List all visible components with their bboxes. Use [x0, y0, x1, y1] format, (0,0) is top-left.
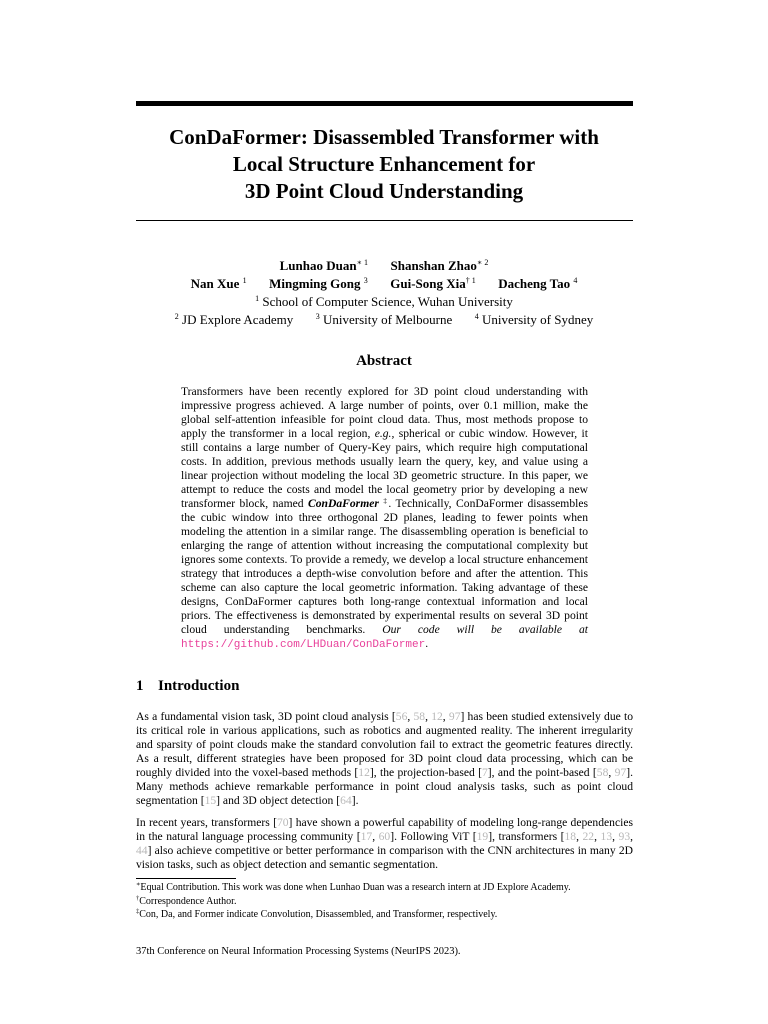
abstract-end: . — [425, 637, 429, 650]
abstract-text: spherical or cubic window. However, it still contains a large number of Query-Key pairs, which require high computational costs. In addition, previous methods usually learn the query, key, and value using a linear projection without modeling the local 3D geometric structure. In this paper, we attempt to reduce the costs and model the local geometry prior by developing a new transformer block, named — [181, 427, 588, 510]
paragraph-text: , — [407, 710, 414, 723]
paragraph-text: , — [608, 766, 615, 779]
affiliation-mark: 1 — [255, 294, 260, 303]
citation-link[interactable]: 64 — [340, 794, 352, 807]
paragraph-text: ]. Many methods achieve remarkable performance in point cloud analysis tasks, such as point cloud segmentation [ — [136, 766, 633, 807]
paragraph-text: , — [442, 710, 449, 723]
author-name: Mingming Gong — [269, 276, 361, 291]
title-line: 3D Point Cloud Understanding — [244, 179, 524, 203]
citation-link[interactable]: 56 — [395, 710, 408, 723]
code-note: Our code will be available at — [382, 623, 588, 636]
section-title: Introduction — [158, 678, 240, 694]
title-line: Local Structure Enhancement for — [232, 152, 536, 176]
affiliation-mark: 3 — [315, 312, 320, 321]
citation-link[interactable]: 97 — [614, 766, 627, 779]
paragraph-text: In recent years, transformers [ — [136, 816, 277, 829]
author-mark: 3 — [363, 276, 368, 285]
paragraph-text: , — [594, 830, 601, 843]
citation-link[interactable]: 15 — [204, 794, 217, 807]
author-mark: ∗ 2 — [476, 258, 489, 267]
footnote-text: Con, Da, and Former indicate Convolution, Disassembled, and Transformer, respectively. — [139, 909, 498, 920]
citation-link[interactable]: 70 — [276, 816, 289, 829]
section-heading — [136, 678, 239, 695]
paragraph-text: ]. — [351, 794, 359, 807]
abstract-eg: e.g., — [374, 427, 395, 440]
author-row — [100, 257, 668, 275]
author-mark: 4 — [573, 276, 578, 285]
author-name: Gui-Song Xia — [390, 276, 466, 291]
title-line: ConDaFormer: Disassembled Transformer with — [169, 125, 599, 149]
title-top-rule — [136, 101, 633, 106]
author-name: Shanshan Zhao — [390, 258, 477, 273]
paragraph-text: ]. Following ViT [ — [390, 830, 477, 843]
author-mark: 1 — [242, 276, 247, 285]
paragraph-text: , — [576, 830, 583, 843]
paragraph-text: ] also achieve competitive or better performance in comparison with the CNN architectures in many 2D vision tasks, such as object detection and semantic segmentation. — [136, 844, 633, 871]
model-name: ConDaFormer — [308, 497, 379, 510]
footnote-rule — [136, 878, 236, 879]
footnote-mark: ∗ — [136, 881, 141, 888]
author-block — [100, 257, 668, 329]
citation-link[interactable]: 93 — [618, 830, 631, 843]
citation-link[interactable]: 17 — [360, 830, 373, 843]
author-row — [100, 275, 668, 293]
paper-title — [100, 124, 668, 205]
abstract-text: Transformers have been recently explored for 3D point cloud understanding with impressive progress achieved. A large number of points, over 0.1 million, make the global self-attention infeasible for point cloud data. Thus, most methods propose to apply the transformer in a local region, — [181, 385, 588, 440]
paragraph-text: , — [372, 830, 379, 843]
citation-link[interactable]: 97 — [448, 710, 461, 723]
abstract-heading: Abstract — [356, 353, 412, 369]
paragraph-text: ] and 3D object detection [ — [216, 794, 341, 807]
citation-link[interactable]: 22 — [582, 830, 595, 843]
citation-link[interactable]: 7 — [481, 766, 488, 779]
paragraph-text: , — [425, 710, 432, 723]
citation-link[interactable]: 58 — [413, 710, 426, 723]
citation-link[interactable]: 12 — [431, 710, 443, 723]
paragraph-text: , — [612, 830, 619, 843]
intro-paragraph-2 — [136, 816, 633, 872]
affiliation-mark: 4 — [474, 312, 479, 321]
title-bottom-rule — [136, 220, 633, 221]
paragraph-text: ], transformers [ — [488, 830, 565, 843]
affiliation: University of Melbourne — [322, 312, 453, 327]
paragraph-text: ], and the point-based [ — [487, 766, 597, 779]
footnote — [136, 881, 633, 895]
author-name: Dacheng Tao — [498, 276, 571, 291]
intro-paragraph-1 — [136, 710, 633, 808]
author-name: Nan Xue — [190, 276, 240, 291]
footnote-mark: ‡ — [136, 908, 140, 915]
citation-link[interactable]: 13 — [600, 830, 613, 843]
paragraph-text: As a fundamental vision task, 3D point cloud analysis [ — [136, 710, 396, 723]
footnote — [136, 908, 633, 922]
model-name-mark: ‡ — [383, 497, 389, 505]
abstract-text: . Technically, ConDaFormer disassembles the cubic window into three orthogonal 2D planes, leading to fewer points when modeling the attention in a similar range. The disassembling operation is beneficial to enlarging the range of attention without increasing the computational complexity but ignores some contexts. To provide a remedy, we develop a local structure enhancement strategy that introduces a depth-wise convolution before and after the attention. This scheme can also capture the local geometric information. Taking advantage of these designs, ConDaFormer captures both long-range contextual information and local priors. The effectiveness is demonstrated by experimental results on several 3D point cloud understanding benchmarks. — [181, 497, 589, 636]
paragraph-text: ] have shown a powerful capability of modeling long-range dependencies in the natural language processing community [ — [136, 816, 633, 843]
affiliation-mark: 2 — [174, 312, 179, 321]
citation-link[interactable]: 44 — [136, 844, 148, 857]
author-name: Lunhao Duan — [279, 258, 357, 273]
footnotes — [136, 881, 633, 922]
citation-link[interactable]: 12 — [358, 766, 370, 779]
author-mark: † 1 — [465, 276, 476, 285]
affiliation: University of Sydney — [482, 312, 594, 327]
affiliation-row — [100, 311, 668, 329]
code-link[interactable]: https://github.com/LHDuan/ConDaFormer — [181, 639, 426, 651]
abstract-body — [181, 385, 588, 652]
paragraph-text: ], the projection-based [ — [369, 766, 482, 779]
author-mark: ∗ 1 — [356, 258, 369, 267]
footnote-text: Correspondence Author. — [139, 895, 237, 907]
footnote-text: Equal Contribution. This work was done when Lunhao Duan was a research intern at JD Explore Academy. — [140, 882, 571, 893]
citation-link[interactable]: 60 — [378, 830, 391, 843]
section-number: 1 — [136, 678, 144, 694]
paragraph-text: ] has been studied extensively due to its critical role in various applications, such as robotics and augmented reality. The inherent irregularity and sparsity of point clouds make the standard convolution fail to extract the geometric features directly. As a result, different strategies have been proposed for 3D point cloud data processing, which can be roughly divided into the voxel-based methods [ — [136, 710, 633, 779]
affiliation: JD Explore Academy — [182, 312, 294, 327]
citation-link[interactable]: 19 — [476, 830, 489, 843]
footnote-mark: † — [136, 894, 140, 902]
citation-link[interactable]: 58 — [596, 766, 609, 779]
affiliation-row — [100, 293, 668, 311]
affiliation: School of Computer Science, Wuhan University — [262, 294, 513, 309]
venue-note: 37th Conference on Neural Information Processing Systems (NeurIPS 2023). — [136, 946, 461, 957]
footnote — [136, 895, 633, 909]
citation-link[interactable]: 18 — [564, 830, 577, 843]
paragraph-text: , — [630, 830, 634, 843]
